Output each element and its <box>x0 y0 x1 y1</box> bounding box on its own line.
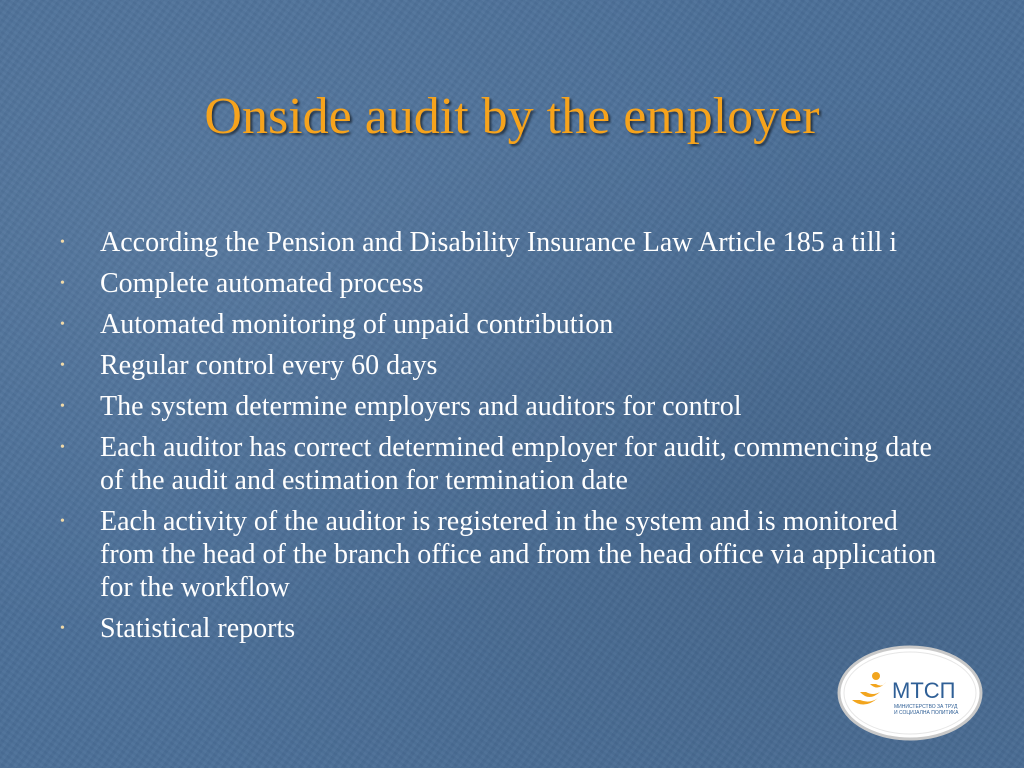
bullet-item <box>58 390 938 423</box>
bullet-text: According the Pension and Disability Insurance Law Article 185 a till i <box>100 227 898 258</box>
bullet-dot-icon: • <box>60 276 65 291</box>
mtsp-logo <box>836 644 984 742</box>
bullet-list <box>58 226 938 653</box>
bullet-dot-icon: • <box>60 399 65 414</box>
bullet-item <box>58 308 938 341</box>
bullet-text: Statistical reports <box>100 613 296 644</box>
bullet-text: The system determine employers and auditors for control <box>100 391 742 422</box>
logo-subtitle-line2: И СОЦИЈАЛНА ПОЛИТИКА <box>894 710 959 716</box>
bullet-dot-icon: • <box>60 317 65 332</box>
bullet-item <box>58 431 938 497</box>
bullet-text: Automated monitoring of unpaid contribution <box>100 309 614 340</box>
bullet-dot-icon: • <box>60 440 65 455</box>
slide-title: Onside audit by the employer <box>204 88 820 145</box>
bullet-dot-icon: • <box>60 621 65 636</box>
bullet-item <box>58 612 938 645</box>
bullet-text: Each auditor has correct determined employer for audit, commencing date of the audit and estimation for termination date <box>100 432 932 496</box>
bullet-dot-icon: • <box>60 514 65 529</box>
bullet-item <box>58 226 938 259</box>
bullet-dot-icon: • <box>60 235 65 250</box>
logo-subtitle-line1: МИНИСТЕРСТВО ЗА ТРУД <box>894 704 958 710</box>
bullet-item <box>58 505 938 604</box>
bullet-dot-icon: • <box>60 358 65 373</box>
bullet-text: Regular control every 60 days <box>100 350 438 381</box>
bullet-item <box>58 267 938 300</box>
bullet-text: Each activity of the auditor is registered in the system and is monitored from the head of the branch office and from the head office via application for the workflow <box>100 506 937 603</box>
bullet-text: Complete automated process <box>100 268 424 299</box>
bullet-item <box>58 349 938 382</box>
logo-name: МТСП <box>892 678 956 703</box>
